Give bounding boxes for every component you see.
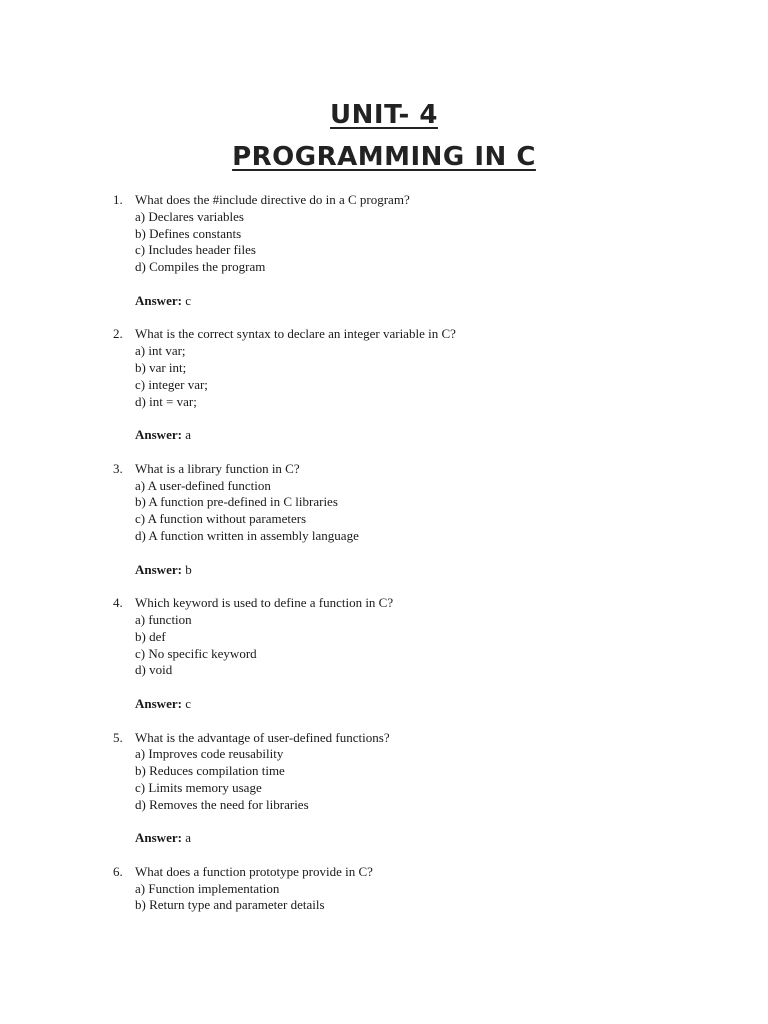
subject-title: PROGRAMMING IN C [232, 142, 536, 172]
option-b: b) def [135, 628, 166, 644]
answer-line [135, 696, 733, 713]
option-list [135, 881, 733, 915]
answer-label: Answer: [135, 427, 182, 443]
option-list [135, 746, 733, 813]
option-a: a) function [135, 611, 192, 627]
option-b: b) Reduces compilation time [135, 763, 285, 779]
option-list [135, 478, 733, 545]
option-list [135, 343, 733, 410]
answer-value: c [185, 695, 191, 711]
question-text: What does the #include directive do in a C program? [135, 192, 410, 207]
question-4 [113, 595, 733, 713]
option-c: c) Includes header files [135, 242, 256, 258]
answer-value: a [185, 830, 191, 846]
option-a: a) Improves code reusability [135, 746, 284, 762]
question-3 [113, 461, 733, 579]
subject-title-container [0, 142, 768, 172]
unit-title: UNIT- 4 [330, 100, 438, 130]
question-number: 5. [113, 729, 123, 745]
answer-line [135, 562, 733, 579]
option-a: a) A user-defined function [135, 477, 271, 493]
option-b: b) Return type and parameter details [135, 897, 325, 913]
answer-line [135, 293, 733, 310]
question-1 [113, 192, 733, 310]
option-a: a) Function implementation [135, 880, 280, 896]
question-text: What is a library function in C? [135, 460, 300, 476]
option-a: a) int var; [135, 343, 186, 359]
option-d: d) void [135, 662, 173, 678]
question-text: Which keyword is used to define a function in C? [135, 595, 394, 611]
option-b: b) Defines constants [135, 225, 242, 241]
question-list [113, 192, 733, 931]
question-5 [113, 730, 733, 848]
question-number: 2. [113, 326, 123, 342]
question-number: 6. [113, 863, 123, 879]
option-c: c) A function without parameters [135, 511, 307, 527]
option-b: b) A function pre-defined in C libraries [135, 494, 338, 510]
option-c: c) integer var; [135, 376, 208, 392]
option-d: d) int = var; [135, 393, 197, 409]
question-text: What is the correct syntax to declare an integer variable in C? [135, 326, 456, 342]
option-list [135, 209, 733, 276]
option-a: a) Declares variables [135, 208, 244, 224]
answer-label: Answer: [135, 695, 182, 711]
answer-line [135, 427, 733, 444]
option-list [135, 612, 733, 679]
answer-value: a [185, 427, 191, 443]
option-d: d) A function written in assembly language [135, 527, 359, 543]
question-number: 3. [113, 460, 123, 476]
option-b: b) var int; [135, 359, 187, 375]
option-c: c) No specific keyword [135, 645, 257, 661]
question-text: What does a function prototype provide in C? [135, 863, 373, 879]
option-d: d) Compiles the program [135, 259, 266, 275]
answer-label: Answer: [135, 292, 182, 308]
answer-value: c [185, 292, 191, 308]
question-6 [113, 864, 733, 914]
option-d: d) Removes the need for libraries [135, 796, 309, 812]
question-number: 1. [113, 192, 123, 207]
question-2 [113, 326, 733, 444]
question-number: 4. [113, 595, 123, 611]
question-text: What is the advantage of user-defined functions? [135, 729, 390, 745]
answer-value: b [185, 561, 192, 577]
option-c: c) Limits memory usage [135, 779, 262, 795]
answer-line [135, 830, 733, 847]
answer-label: Answer: [135, 561, 182, 577]
unit-title-container [0, 100, 768, 130]
answer-label: Answer: [135, 830, 182, 846]
